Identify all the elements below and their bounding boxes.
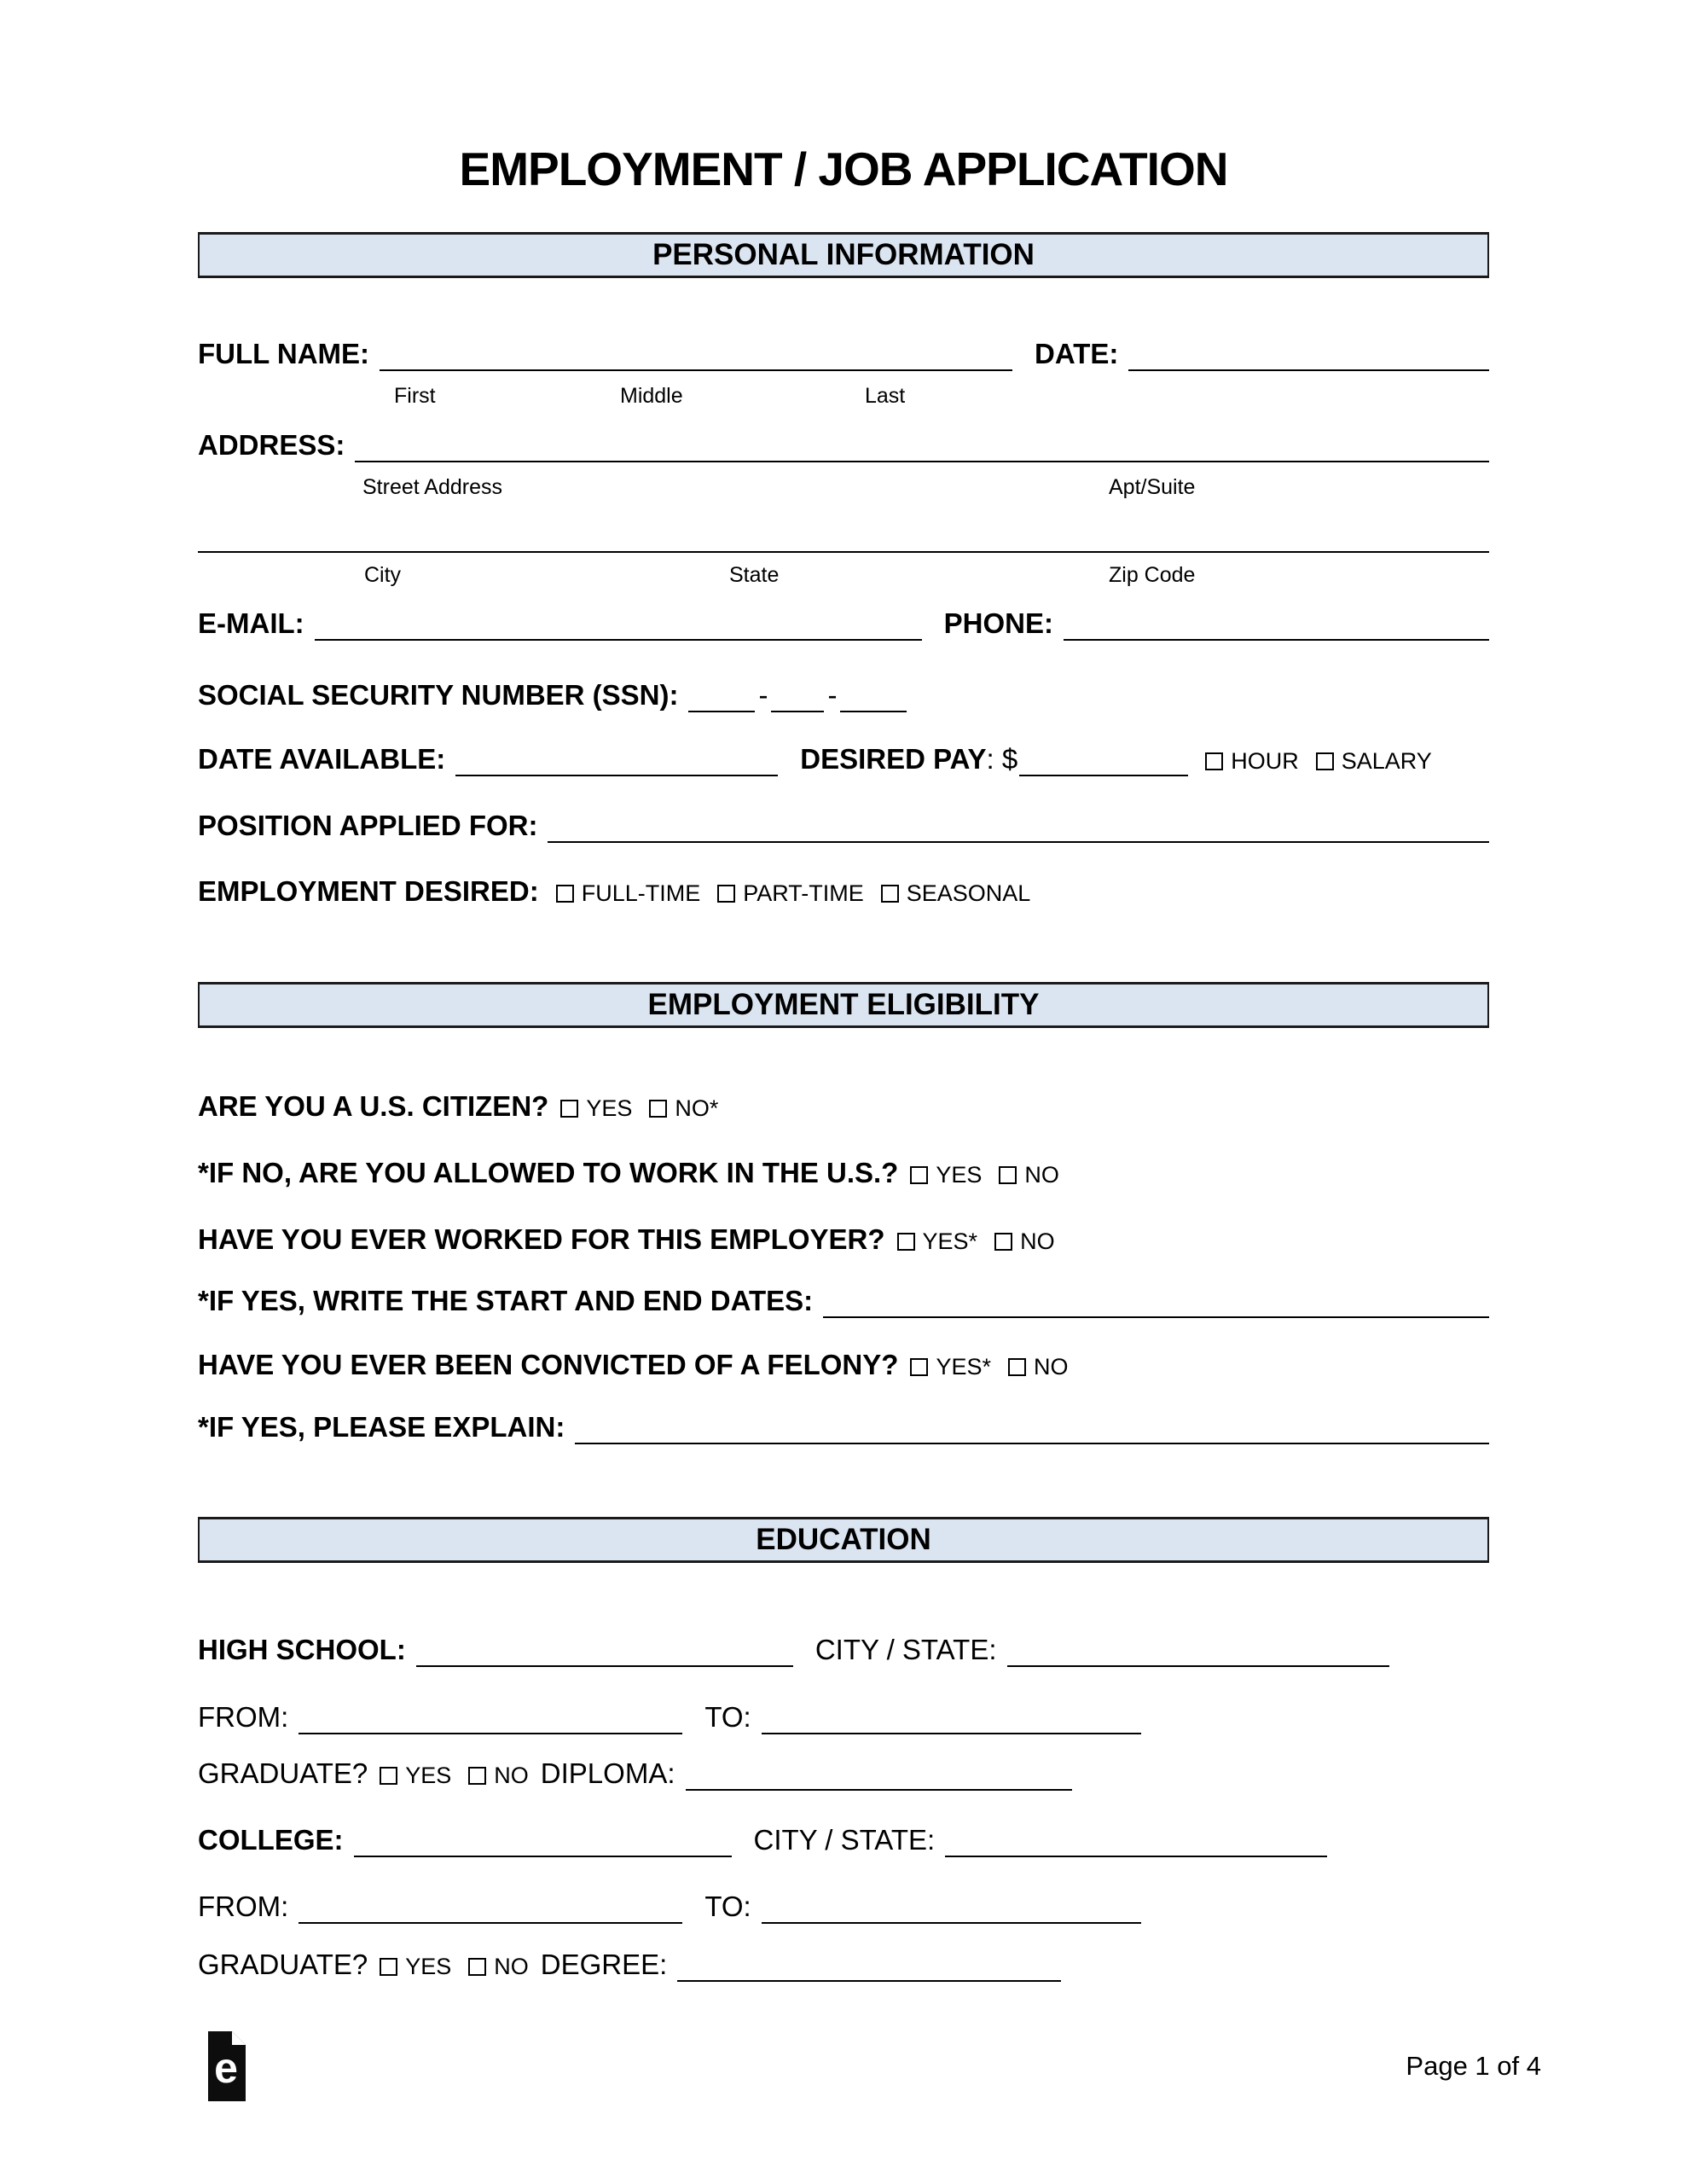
first-sublabel: First bbox=[394, 384, 436, 408]
date-available-label: DATE AVAILABLE: bbox=[198, 743, 446, 775]
zip-code-sublabel: Zip Code bbox=[1109, 563, 1196, 587]
date-label: DATE: bbox=[1035, 338, 1119, 369]
position-applied-label: POSITION APPLIED FOR: bbox=[198, 810, 538, 841]
ssn-field-part2[interactable] bbox=[771, 711, 824, 712]
allowed-yes-checkbox[interactable] bbox=[910, 1166, 928, 1184]
citizen-yes-label: YES bbox=[586, 1095, 633, 1121]
street-address-sublabel: Street Address bbox=[362, 475, 502, 499]
full-name-label: FULL NAME: bbox=[198, 338, 370, 369]
allowed-question-label: *IF NO, ARE YOU ALLOWED TO WORK IN THE U.S.? bbox=[198, 1157, 899, 1188]
worked-yes-label: YES* bbox=[922, 1228, 978, 1254]
hs-from-field[interactable] bbox=[299, 1733, 682, 1734]
college-from-field[interactable] bbox=[299, 1922, 682, 1924]
college-graduate-no-checkbox[interactable] bbox=[468, 1958, 486, 1976]
college-to-label: TO: bbox=[704, 1891, 751, 1922]
felony-question-label: HAVE YOU EVER BEEN CONVICTED OF A FELONY? bbox=[198, 1349, 899, 1380]
desired-pay-label: DESIRED PAY bbox=[800, 743, 987, 775]
diploma-field[interactable] bbox=[686, 1789, 1072, 1791]
start-end-dates-label: *IF YES, WRITE THE START AND END DATES: bbox=[198, 1285, 814, 1316]
address-line2-field[interactable] bbox=[198, 522, 1489, 553]
hs-graduate-no-label: NO bbox=[494, 1763, 529, 1788]
position-applied-row bbox=[198, 810, 1489, 842]
worked-no-label: NO bbox=[1020, 1228, 1055, 1254]
seasonal-checkbox[interactable] bbox=[881, 885, 899, 903]
full-time-option-label: FULL-TIME bbox=[581, 880, 701, 906]
degree-field[interactable] bbox=[677, 1980, 1061, 1982]
employment-desired-row bbox=[198, 875, 1489, 908]
full-name-row bbox=[198, 338, 1489, 370]
date-field[interactable] bbox=[1128, 369, 1489, 371]
document-icon bbox=[208, 2031, 246, 2101]
felony-explain-field[interactable] bbox=[575, 1443, 1489, 1444]
city-sublabel: City bbox=[364, 563, 402, 587]
logo-letter: e bbox=[214, 2044, 238, 2092]
felony-question-row bbox=[198, 1349, 1489, 1381]
allowed-yes-label: YES bbox=[936, 1162, 983, 1188]
allowed-no-label: NO bbox=[1024, 1162, 1059, 1188]
phone-label: PHONE: bbox=[943, 607, 1053, 639]
part-time-option-label: PART-TIME bbox=[743, 880, 864, 906]
ssn-separator-2: - bbox=[827, 679, 838, 711]
high-school-field[interactable] bbox=[416, 1665, 793, 1667]
high-school-row bbox=[198, 1634, 1489, 1666]
street-address-field[interactable] bbox=[355, 461, 1489, 462]
ssn-label: SOCIAL SECURITY NUMBER (SSN): bbox=[198, 679, 679, 711]
hour-checkbox[interactable] bbox=[1205, 752, 1223, 770]
page-title: EMPLOYMENT / JOB APPLICATION bbox=[459, 142, 1228, 195]
part-time-checkbox[interactable] bbox=[717, 885, 735, 903]
college-city-state-field[interactable] bbox=[945, 1856, 1327, 1857]
phone-field[interactable] bbox=[1064, 639, 1489, 641]
college-to-field[interactable] bbox=[762, 1922, 1141, 1924]
college-field[interactable] bbox=[354, 1856, 732, 1857]
high-school-label: HIGH SCHOOL: bbox=[198, 1634, 406, 1665]
hs-city-state-label: CITY / STATE: bbox=[815, 1634, 997, 1665]
name-sublabels-row bbox=[198, 384, 1489, 410]
worked-no-checkbox[interactable] bbox=[994, 1233, 1012, 1251]
eforms-logo bbox=[208, 2031, 246, 2101]
apt-suite-sublabel: Apt/Suite bbox=[1109, 475, 1196, 499]
ssn-field-part1[interactable] bbox=[688, 711, 755, 712]
email-field[interactable] bbox=[315, 639, 922, 641]
hs-graduate-row bbox=[198, 1757, 1489, 1790]
address-sublabels-row bbox=[198, 475, 1489, 501]
email-label: E-MAIL: bbox=[198, 607, 304, 639]
felony-no-checkbox[interactable] bbox=[1008, 1358, 1026, 1376]
allowed-to-work-row bbox=[198, 1157, 1489, 1189]
employment-desired-label: EMPLOYMENT DESIRED: bbox=[198, 875, 539, 907]
college-label: COLLEGE: bbox=[198, 1824, 344, 1856]
hs-from-label: FROM: bbox=[198, 1701, 289, 1733]
middle-sublabel: Middle bbox=[620, 384, 683, 408]
felony-yes-label: YES* bbox=[936, 1354, 991, 1380]
felony-explain-row bbox=[198, 1411, 1489, 1443]
desired-pay-punctuation: : $ bbox=[986, 743, 1018, 775]
city-state-zip-sublabels-row bbox=[198, 563, 1489, 589]
full-name-field[interactable] bbox=[380, 369, 1012, 371]
allowed-no-checkbox[interactable] bbox=[999, 1166, 1017, 1184]
hs-graduate-no-checkbox[interactable] bbox=[468, 1767, 486, 1785]
diploma-label: DIPLOMA: bbox=[540, 1757, 675, 1789]
college-graduate-yes-checkbox[interactable] bbox=[380, 1958, 397, 1976]
full-time-checkbox[interactable] bbox=[556, 885, 574, 903]
position-applied-field[interactable] bbox=[548, 841, 1489, 843]
citizen-no-checkbox[interactable] bbox=[649, 1100, 667, 1118]
hour-option-label: HOUR bbox=[1231, 748, 1299, 774]
last-sublabel: Last bbox=[865, 384, 906, 408]
date-available-field[interactable] bbox=[455, 775, 778, 776]
citizen-yes-checkbox[interactable] bbox=[560, 1100, 578, 1118]
citizen-no-label: NO* bbox=[675, 1095, 719, 1121]
hs-graduate-yes-checkbox[interactable] bbox=[380, 1767, 397, 1785]
degree-label: DEGREE: bbox=[540, 1949, 668, 1980]
page-indicator: Page 1 of 4 bbox=[1406, 2051, 1541, 2081]
worked-yes-checkbox[interactable] bbox=[897, 1233, 915, 1251]
start-end-dates-field[interactable] bbox=[823, 1316, 1489, 1318]
citizen-question-label: ARE YOU A U.S. CITIZEN? bbox=[198, 1090, 549, 1122]
college-from-to-row bbox=[198, 1891, 1489, 1923]
section-header-employment-eligibility: EMPLOYMENT ELIGIBILITY bbox=[198, 982, 1489, 1028]
section-header-personal-information: PERSONAL INFORMATION bbox=[198, 232, 1489, 278]
worked-for-employer-row bbox=[198, 1223, 1489, 1256]
citizen-question-row bbox=[198, 1090, 1489, 1123]
college-graduate-row bbox=[198, 1949, 1489, 1981]
college-city-state-label: CITY / STATE: bbox=[753, 1824, 936, 1856]
date-available-desired-pay-row bbox=[198, 743, 1489, 775]
ssn-separator-1: - bbox=[758, 679, 768, 711]
address-row bbox=[198, 429, 1489, 462]
hs-to-field[interactable] bbox=[762, 1733, 1141, 1734]
hs-city-state-field[interactable] bbox=[1007, 1665, 1389, 1667]
state-sublabel: State bbox=[729, 563, 780, 587]
section-header-education: EDUCATION bbox=[198, 1517, 1489, 1563]
seasonal-option-label: SEASONAL bbox=[906, 880, 1031, 906]
salary-checkbox[interactable] bbox=[1316, 752, 1334, 770]
felony-explain-label: *IF YES, PLEASE EXPLAIN: bbox=[198, 1411, 565, 1443]
desired-pay-field[interactable] bbox=[1019, 775, 1188, 776]
college-graduate-yes-label: YES bbox=[405, 1954, 452, 1979]
hs-to-label: TO: bbox=[704, 1701, 751, 1733]
felony-yes-checkbox[interactable] bbox=[910, 1358, 928, 1376]
hs-graduate-yes-label: YES bbox=[405, 1763, 452, 1788]
start-end-dates-row bbox=[198, 1285, 1489, 1317]
college-graduate-no-label: NO bbox=[494, 1954, 529, 1979]
hs-graduate-label: GRADUATE? bbox=[198, 1757, 368, 1789]
hs-from-to-row bbox=[198, 1701, 1489, 1734]
ssn-field-part3[interactable] bbox=[840, 711, 907, 712]
college-graduate-label: GRADUATE? bbox=[198, 1949, 368, 1980]
salary-option-label: SALARY bbox=[1341, 748, 1432, 774]
email-phone-row bbox=[198, 607, 1489, 640]
college-from-label: FROM: bbox=[198, 1891, 289, 1922]
college-row bbox=[198, 1824, 1489, 1856]
address-label: ADDRESS: bbox=[198, 429, 345, 461]
worked-question-label: HAVE YOU EVER WORKED FOR THIS EMPLOYER? bbox=[198, 1223, 885, 1255]
felony-no-label: NO bbox=[1033, 1354, 1069, 1380]
ssn-row bbox=[198, 679, 1489, 712]
